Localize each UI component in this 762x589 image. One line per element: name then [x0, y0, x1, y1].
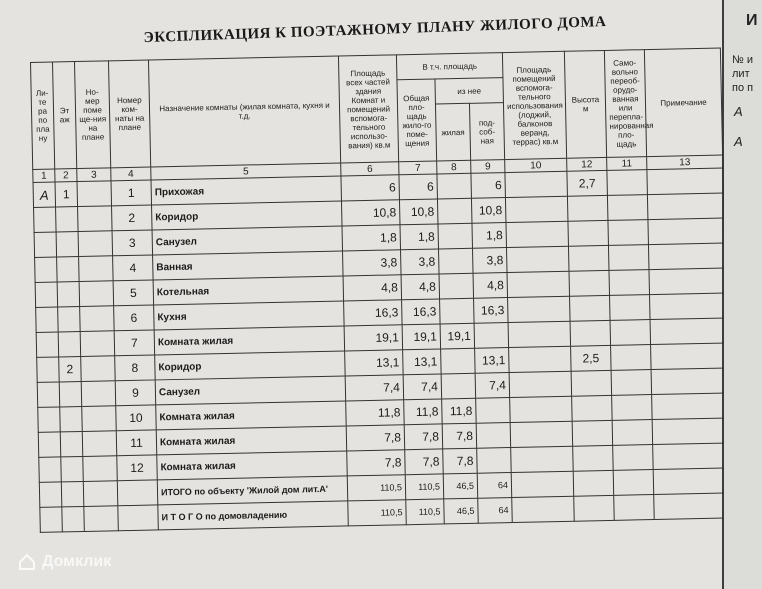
cell-floor [56, 232, 79, 257]
adjacent-page-lit: А [734, 104, 743, 119]
cell-empty [62, 506, 85, 531]
cell-aux-area [507, 246, 570, 272]
cell-living-area: 19,1 [440, 323, 475, 349]
house-logo-icon [18, 553, 36, 571]
document-title: ЭКСПЛИКАЦИЯ К ПОЭТАЖНОМУ ПЛАНУ ЖИЛОГО ДОМА [143, 13, 607, 47]
cell-unauthorized [613, 445, 654, 471]
cell-empty [39, 482, 62, 507]
cell-area: 7,8 [347, 450, 406, 476]
cell-empty [118, 505, 159, 531]
cell-utility-area: 4,8 [473, 273, 508, 299]
cell-aux-area [506, 221, 569, 247]
cell-living-area [441, 348, 476, 374]
cell-note [650, 318, 727, 345]
header-living: жилая [435, 103, 470, 161]
cell-lit [39, 457, 62, 482]
cell-premise [79, 281, 114, 307]
header-unauthorized-area: Само-вольно переоб-орудо-ванная или перепла-нированная пло-щадь [604, 50, 646, 158]
cell-area: 3,8 [343, 250, 402, 276]
cell-area: 4,8 [343, 275, 402, 301]
cell-lit [37, 382, 60, 407]
cell-note [647, 168, 724, 195]
cell-premise [78, 206, 113, 232]
cell-room-number: 9 [115, 380, 156, 406]
cell-room-name: Кухня [154, 301, 344, 330]
cell-premise [81, 356, 116, 382]
cell-total-living-area: 4,8 [401, 274, 440, 300]
col-number: 5 [151, 163, 341, 180]
cell-utility-area: 3,8 [472, 248, 507, 274]
cell-total-living-area: 6 [399, 174, 438, 200]
cell-empty [117, 480, 158, 506]
cell-unauthorized [611, 345, 652, 371]
cell-total-living-area: 11,8 [404, 399, 443, 425]
header-note: Примечание [644, 48, 722, 157]
cell-premise [79, 256, 114, 282]
room-rows [33, 168, 729, 482]
cell-aux-area [510, 421, 573, 447]
cell-empty [40, 507, 63, 532]
col-number: 8 [437, 160, 471, 174]
col-number: 4 [111, 167, 151, 181]
header-lit: Ли-те ра по пла ну [31, 62, 55, 169]
header-floor: Эт аж [53, 62, 77, 169]
cell-room-number: 3 [112, 230, 153, 256]
cell-area: 10,8 [341, 200, 400, 226]
cell-room-name: Комната жилая [156, 401, 346, 430]
cell-living-area [437, 198, 472, 224]
cell-floor [61, 456, 84, 481]
cell-note [648, 218, 725, 245]
cell-aux-area [510, 396, 573, 422]
cell-lit [34, 207, 57, 232]
cell-note [648, 243, 725, 270]
cell-lit [36, 332, 59, 357]
header-premise-number: Но-мер поме ще-ния на плане [75, 61, 111, 169]
cell-lit: A [33, 182, 56, 207]
cell-height [573, 445, 614, 471]
cell-area: 11,8 [346, 400, 405, 426]
cell-note [653, 443, 730, 470]
cell-total-living-area: 19,1 [402, 324, 441, 350]
cell-utility-area: 10,8 [471, 198, 506, 224]
cell-lit [34, 232, 57, 257]
cell-empty [61, 481, 84, 506]
cell-premise [83, 456, 118, 482]
cell-height [570, 295, 611, 321]
col-number: 6 [341, 162, 399, 176]
cell-height [569, 245, 610, 271]
adjacent-page-line: по п [732, 82, 754, 94]
col-number: 10 [505, 158, 567, 172]
cell-area: 7,4 [345, 375, 404, 401]
cell-note [647, 193, 724, 220]
cell-total-living-area: 3,8 [401, 249, 440, 275]
cell-height: 2,7 [567, 170, 608, 196]
explication-table-wrapper [30, 47, 741, 582]
cell-total-living-area: 7,8 [404, 424, 443, 450]
cell-room-number: 1 [111, 180, 152, 206]
header-room-number: Номер ком-наты на плане [108, 60, 150, 168]
cell-total-living-area: 7,4 [403, 374, 442, 400]
cell-floor [56, 207, 79, 232]
col-number: 13 [647, 155, 723, 170]
col-number: 7 [399, 161, 437, 175]
cell-living-area [440, 298, 475, 324]
cell-unauthorized [610, 320, 651, 346]
cell-lit [35, 282, 58, 307]
total-area: 110,5 [348, 500, 407, 526]
cell-floor [60, 431, 83, 456]
adjacent-page-lit: А [734, 134, 743, 149]
cell-utility-area [477, 448, 512, 474]
cell-total-living-area: 16,3 [402, 299, 441, 325]
cell-living-area: 11,8 [442, 398, 477, 424]
explication-table [30, 48, 731, 533]
cell-unauthorized [610, 295, 651, 321]
cell-room-number: 12 [117, 455, 158, 481]
cell-aux-area [507, 271, 570, 297]
cell-area: 6 [341, 175, 400, 201]
cell-premise [82, 406, 117, 432]
cell-lit [37, 357, 60, 382]
cell-floor [57, 257, 80, 282]
cell-room-name: Комната жилая [157, 451, 347, 480]
cell-aux-area [505, 171, 568, 197]
cell-floor [60, 406, 83, 431]
cell-lit [35, 257, 58, 282]
adjacent-page [724, 0, 762, 589]
cell-aux-area [508, 296, 571, 322]
header-total-area: Площадь всех частей здания Комнат и помещений вспомога-тельного использо-вания) кв.м [338, 55, 398, 163]
total-living-premise: 110,5 [405, 474, 444, 500]
cell-living-area: 7,8 [443, 448, 478, 474]
cell-total-living-area: 13,1 [403, 349, 442, 375]
cell-area: 19,1 [344, 325, 403, 351]
cell-unauthorized [608, 220, 649, 246]
header-height: Высота м [564, 50, 606, 158]
cell-utility-area: 13,1 [475, 348, 510, 374]
cell-room-number: 7 [114, 330, 155, 356]
cell-utility-area [474, 323, 509, 349]
cell-lit [36, 307, 59, 332]
cell-empty [83, 481, 118, 507]
header-purpose: Назначение комнаты (жилая комната, кухня и т.д. [148, 56, 340, 167]
cell-room-number: 11 [116, 430, 157, 456]
cell-room-number: 5 [113, 280, 154, 306]
cell-living-area [439, 248, 474, 274]
cell-living-area [437, 173, 472, 199]
cell-note [651, 343, 728, 370]
total-living: 46,5 [444, 498, 479, 524]
cell-room-number: 10 [116, 405, 157, 431]
total-utility: 64 [477, 473, 512, 499]
cell-lit [38, 432, 61, 457]
cell-note [651, 368, 728, 395]
cell-room-name: Прихожая [151, 176, 341, 205]
header-row-1 [31, 48, 721, 87]
cell-floor: 2 [59, 357, 82, 382]
col-number: 9 [471, 160, 505, 174]
cell-height [569, 270, 610, 296]
cell-height [568, 220, 609, 246]
cell-empty [654, 493, 731, 520]
cell-empty [613, 470, 654, 496]
total-living: 46,5 [443, 473, 478, 499]
cell-premise [80, 331, 115, 357]
cell-height [572, 395, 613, 421]
cell-room-name: Санузел [152, 226, 342, 255]
cell-height [570, 320, 611, 346]
cell-premise [80, 306, 115, 332]
cell-aux-area [509, 371, 572, 397]
cell-unauthorized [609, 270, 650, 296]
cell-utility-area: 6 [471, 173, 506, 199]
cell-aux-area [509, 346, 572, 372]
cell-area: 16,3 [344, 300, 403, 326]
cell-floor [57, 282, 80, 307]
cell-utility-area [476, 423, 511, 449]
cell-premise [82, 431, 117, 457]
cell-living-area [441, 373, 476, 399]
cell-room-name: Санузел [155, 376, 345, 405]
cell-premise [78, 231, 113, 257]
cell-room-number: 6 [114, 305, 155, 331]
cell-height: 2,5 [571, 345, 612, 371]
col-number: 12 [567, 157, 607, 171]
header-of-which: из нее [435, 78, 504, 104]
cell-utility-area: 7,4 [475, 373, 510, 399]
cell-unauthorized [607, 195, 648, 221]
cell-living-area [439, 273, 474, 299]
cell-room-number: 4 [113, 255, 154, 281]
cell-floor [59, 381, 82, 406]
cell-empty [573, 470, 614, 496]
cell-aux-area [511, 446, 574, 472]
col-number: 11 [607, 157, 647, 171]
col-number: 3 [77, 168, 111, 182]
total-living-premise: 110,5 [406, 499, 445, 525]
header-living-premise-area: Общая пло-щадь жило-го поме-щения [397, 79, 437, 162]
cell-total-living-area: 7,8 [405, 449, 444, 475]
cell-room-name: Комната жилая [154, 326, 344, 355]
cell-floor [58, 332, 81, 357]
total-utility: 64 [478, 498, 513, 524]
total-label: ИТОГО по объекту 'Жилой дом лит.А' [157, 476, 347, 505]
col-number: 2 [55, 169, 77, 182]
cell-room-number: 8 [115, 355, 156, 381]
cell-premise [81, 381, 116, 407]
cell-unauthorized [611, 370, 652, 396]
cell-area: 13,1 [345, 350, 404, 376]
cell-utility-area: 16,3 [474, 298, 509, 324]
cell-utility-area: 1,8 [472, 223, 507, 249]
cell-room-name: Ванная [153, 251, 343, 280]
cell-height [572, 420, 613, 446]
cell-area: 1,8 [342, 225, 401, 251]
adjacent-page-line: лит [732, 68, 750, 80]
cell-unauthorized [607, 170, 648, 196]
cell-total-living-area: 1,8 [400, 224, 439, 250]
cell-area: 7,8 [346, 425, 405, 451]
cell-empty [512, 496, 575, 522]
cell-room-number: 2 [112, 205, 153, 231]
cell-empty [614, 495, 655, 521]
cell-floor: 1 [55, 182, 78, 207]
cell-height [571, 370, 612, 396]
cell-lit [38, 407, 61, 432]
cell-room-name: Котельная [153, 276, 343, 305]
cell-empty [574, 495, 615, 521]
cell-note [652, 418, 729, 445]
header-utility: под-соб-ная [469, 103, 504, 161]
cell-aux-area [508, 321, 571, 347]
adjacent-page-line: № и [732, 54, 754, 66]
total-area: 110,5 [347, 475, 406, 501]
watermark-text: Домклик [42, 553, 112, 570]
cell-unauthorized [612, 420, 653, 446]
cell-unauthorized [612, 395, 653, 421]
adjacent-page-letter: И [746, 12, 758, 29]
cell-unauthorized [608, 245, 649, 271]
cell-living-area [438, 223, 473, 249]
cell-note [650, 293, 727, 320]
cell-utility-area [476, 398, 511, 424]
cell-empty [84, 506, 119, 532]
cell-room-name: Коридор [155, 351, 345, 380]
cell-note [652, 393, 729, 420]
cell-premise [77, 181, 112, 207]
cell-note [649, 268, 726, 295]
cell-empty [511, 471, 574, 497]
cell-aux-area [505, 196, 568, 222]
cell-floor [58, 307, 81, 332]
header-auxiliary-area: Площадь помещений вспомога-тельного использования (лоджий, балконов веранд, террас) кв.м [502, 51, 566, 159]
cell-room-name: Комната жилая [156, 426, 346, 455]
cell-height [567, 195, 608, 221]
cell-living-area: 7,8 [442, 423, 477, 449]
watermark [18, 553, 111, 571]
total-label: И Т О Г О по домовладению [158, 501, 348, 530]
cell-empty [653, 468, 730, 495]
cell-room-name: Коридор [152, 201, 342, 230]
header-including-area: В т.ч. площадь [396, 53, 503, 80]
cell-total-living-area: 10,8 [399, 199, 438, 225]
col-number: 1 [33, 169, 55, 182]
